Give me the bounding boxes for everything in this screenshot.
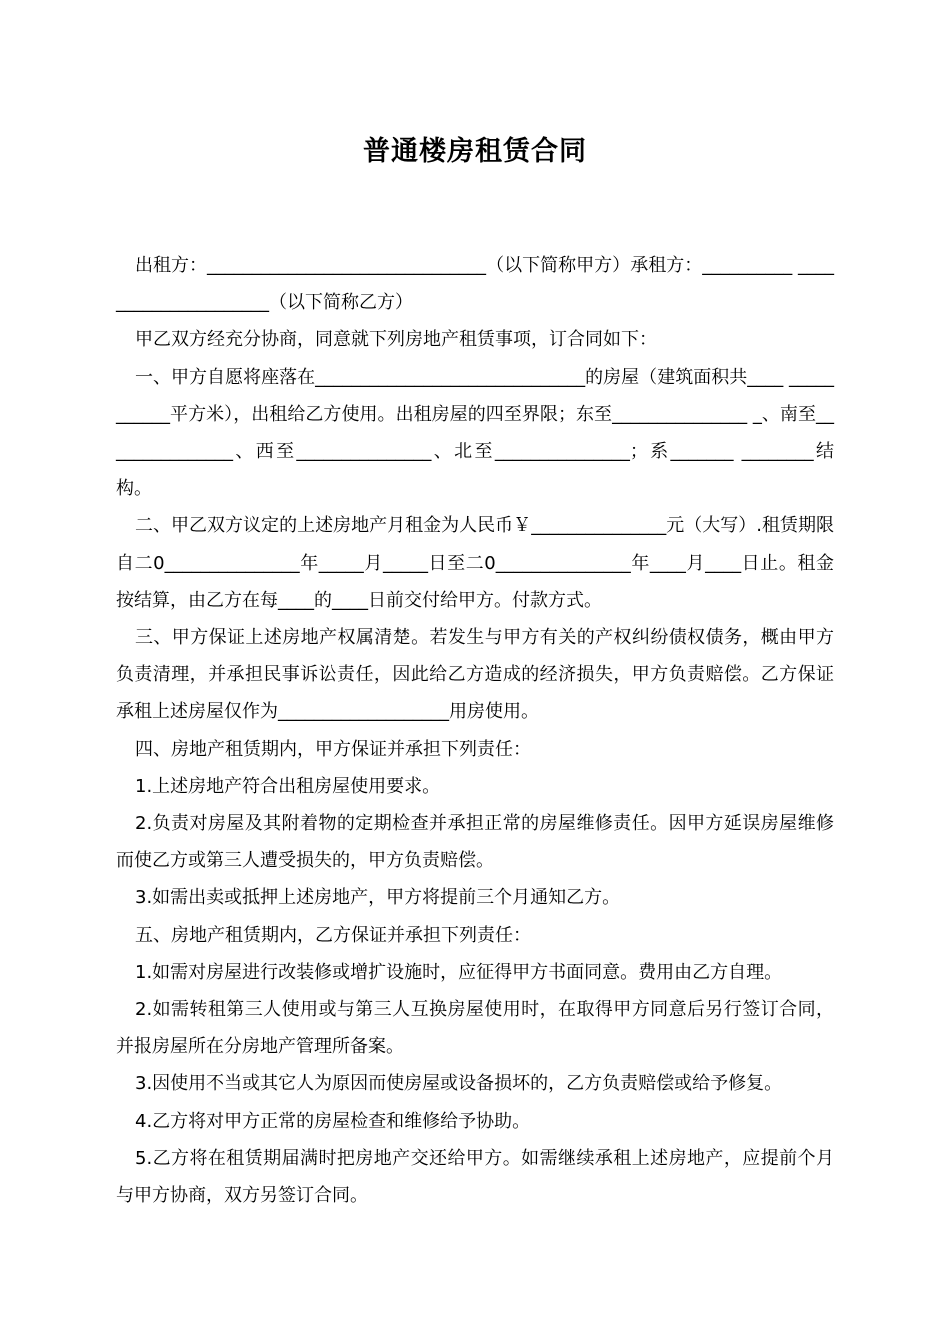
clause-5-item-5: 5.乙方将在租赁期届满时把房地产交还给甲方。如需继续承租上述房地产，应提前个月与甲方协商，双方另签订合同。 xyxy=(116,1147,834,1207)
document-title: 普通楼房租赁合同 xyxy=(363,136,587,167)
clause-5-item-2: 2.如需转租第三人使用或与第三人互换房屋使用时，在取得甲方同意后另行签订合同，并报房屋所在分房地产管理所备案。 xyxy=(116,999,834,1058)
clause-4-item-1: 1.上述房地产符合出租房屋使用要求。 xyxy=(135,775,441,797)
clause-4-heading: 四、房地产租赁期内，甲方保证并承担下列责任： xyxy=(135,738,531,760)
clause-5-item-4: 4.乙方将对甲方正常的房屋检查和维修给予协助。 xyxy=(135,1110,531,1132)
clause-parties: 出租方：_______________________________（以下简称甲方）承租方：__________ _____________________（以下简称乙方） xyxy=(116,255,834,314)
clause-5-heading: 五、房地产租赁期内，乙方保证并承担下列责任： xyxy=(135,924,531,946)
clause-3-title-guarantee: 三、甲方保证上述房地产权属清楚。若发生与甲方有关的产权纠纷债权债务，概由甲方负责清理，并承担民事诉讼责任，因此给乙方造成的经济损失，甲方负责赔偿。乙方保证承租上述房屋仅作为___________________用房使用。 xyxy=(116,627,834,723)
clause-2-rent: 二、甲乙双方议定的上述房地产月租金为人民币￥_______________元（大写）.租赁期限自二0_______________年_____月_____日至二0_______________年____月____日止。租金按结算，由乙方在每____的____日前交付给甲方。付款方式。 xyxy=(116,515,834,611)
clause-1-property: 一、甲方自愿将座落在______________________________的房屋（建筑面积共____ ___________平方米），出租给乙方使用。出租房屋的四至界限；东至_______________ _、南至_______________、西至_______________、北至_______________；系_______ ________结构。 xyxy=(116,366,834,500)
clause-4-item-3: 3.如需出卖或抵押上述房地产，甲方将提前三个月通知乙方。 xyxy=(135,887,621,909)
clause-intro: 甲乙双方经充分协商，同意就下列房地产租赁事项，订合同如下： xyxy=(135,329,657,351)
clause-4-item-2: 2.负责对房屋及其附着物的定期检查并承担正常的房屋维修责任。因甲方延误房屋维修而使乙方或第三人遭受损失的，甲方负责赔偿。 xyxy=(116,813,834,872)
clause-5-item-1: 1.如需对房屋进行改装修或增扩设施时，应征得甲方书面同意。费用由乙方自理。 xyxy=(135,961,783,983)
contract-body xyxy=(116,247,834,1214)
clause-5-item-3: 3.因使用不当或其它人为原因而使房屋或设备损坏的，乙方负责赔偿或给予修复。 xyxy=(135,1073,783,1095)
